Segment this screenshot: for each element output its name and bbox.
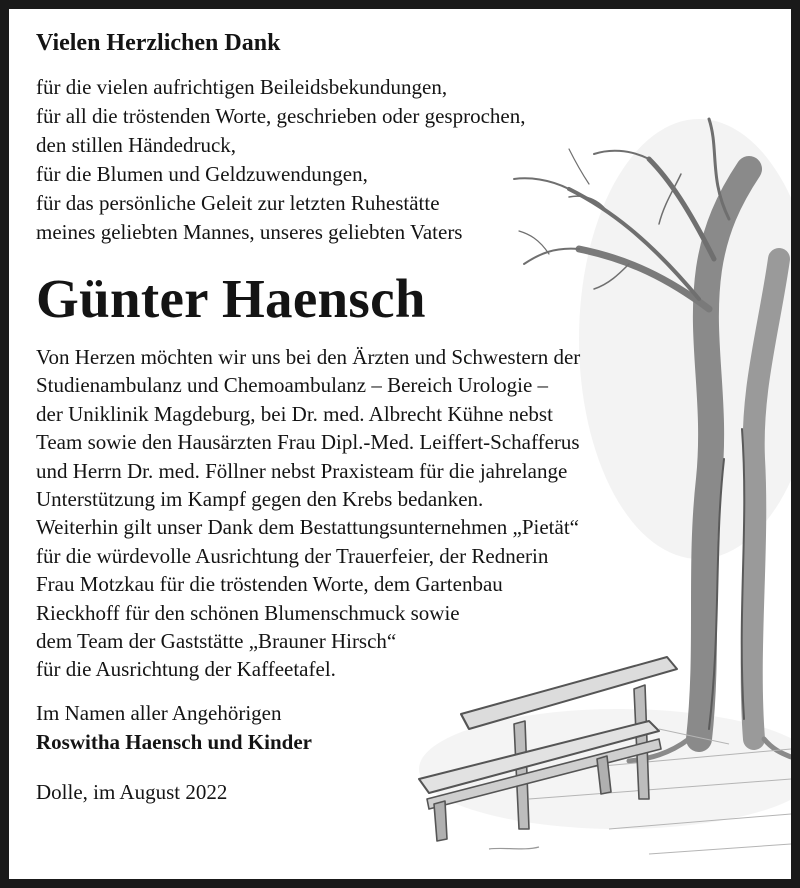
body-line: Unterstützung im Kampf gegen den Krebs bedanken. xyxy=(36,487,484,512)
deceased-name: Günter Haensch xyxy=(36,268,426,329)
body-line: für die würdevolle Ausrichtung der Trauerfeier, der Rednerin xyxy=(36,543,549,568)
body-line: für die Ausrichtung der Kaffeetafel. xyxy=(36,657,336,682)
signature-line-1: Im Namen aller Angehörigen xyxy=(36,700,282,725)
body-line: Frau Motzkau für die tröstenden Worte, dem Gartenbau xyxy=(36,572,503,597)
intro-line: für all die tröstenden Worte, geschrieben oder gesprochen, xyxy=(36,104,526,128)
intro-line: den stillen Händedruck, xyxy=(36,133,237,157)
intro-line: meines geliebten Mannes, unseres geliebten Vaters xyxy=(36,220,463,244)
intro-line: für die Blumen und Geldzuwendungen, xyxy=(36,162,368,186)
body-line: Weiterhin gilt unser Dank dem Bestattungsunternehmen „Pietät“ xyxy=(36,515,579,540)
body-line: Von Herzen möchten wir uns bei den Ärzten und Schwestern der xyxy=(36,345,581,369)
body-line: Studienambulanz und Chemoambulanz – Bereich Urologie – xyxy=(36,373,549,398)
body-line: der Uniklinik Magdeburg, bei Dr. med. Albrecht Kühne nebst xyxy=(36,401,553,426)
intro-line: für die vielen aufrichtigen Beileidsbekundungen, xyxy=(36,75,448,99)
heading: Vielen Herzlichen Dank xyxy=(36,30,281,56)
place-date: Dolle, im August 2022 xyxy=(36,779,228,804)
body-line: dem Team der Gaststätte „Brauner Hirsch“ xyxy=(36,629,397,654)
intro-paragraph xyxy=(36,73,756,247)
signature-block xyxy=(36,699,756,757)
notice-text xyxy=(36,25,756,807)
thanks-paragraph xyxy=(36,343,756,684)
intro-line: für das persönliche Geleit zur letzten Ruhestätte xyxy=(36,191,440,215)
body-line: Team sowie den Hausärzten Frau Dipl.-Med. Leiffert-Schafferus xyxy=(36,430,580,455)
signature-line-2: Roswitha Haensch und Kinder xyxy=(36,729,312,754)
body-line: und Herrn Dr. med. Föllner nebst Praxisteam für die jahrelange xyxy=(36,458,568,483)
body-line: Rieckhoff für den schönen Blumenschmuck sowie xyxy=(36,600,460,625)
